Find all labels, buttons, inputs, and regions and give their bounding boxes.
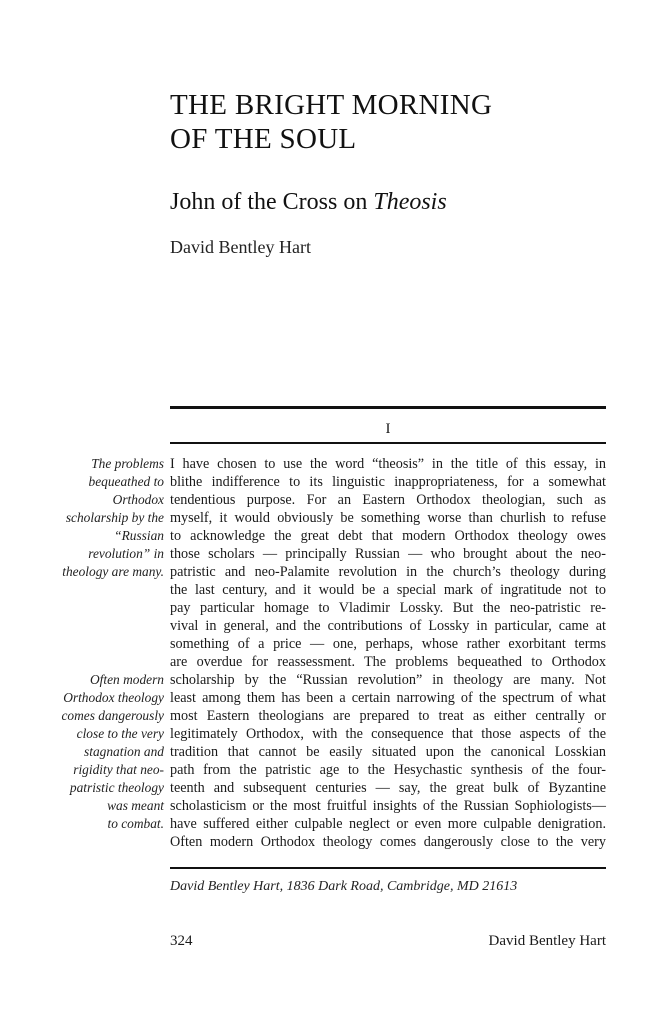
margin-note-line: comes dangerously [61,708,164,723]
margin-note-line: revolution” in [88,546,164,561]
section-number: I [385,421,391,437]
margin-note-line: “Russian [114,528,164,543]
body-line: blithe indifference to its linguistic inappropriateness, for a somewhat [170,474,606,490]
body-line: something of a price — one, perhaps, whose rather exorbitant terms [170,636,606,652]
title-line-2: OF THE SOUL [170,123,357,155]
margin-note-line: stagnation and [84,744,164,759]
body-line: are overdue for reassessment. The problems bequeathed to Orthodox [170,654,606,670]
body-line: scholasticism or the most fruitful insights of the Russian Sophiologists— [170,798,606,814]
margin-note-line: The problems [91,456,164,471]
body-line: vival in general, and the contributions of Lossky in particular, came at [170,618,606,634]
margin-note-line: Orthodox theology [63,690,164,705]
margin-note-line: close to the very [76,726,164,741]
section-rule-bottom [170,442,606,444]
body-line: to acknowledge the great debt that modern Orthodox theology owes [170,528,606,544]
body-line: pay particular homage to Vladimir Lossky. But the neo-patristic re- [170,600,606,616]
body-line: scholarship by the “Russian revolution” in theology are many. Not [170,672,606,688]
body-line: I have chosen to use the word “theosis” in the title of this essay, in [170,456,606,472]
subtitle-main: John of the Cross on [170,189,374,215]
running-head: David Bentley Hart [488,933,606,949]
margin-note-line: was meant [107,798,164,813]
body-line: the last century, and it would be a special mark of ingratitude not to [170,582,606,598]
article-title [170,88,640,156]
body-line: legitimately Orthodox, with the consequence that those aspects of the [170,726,606,742]
title-line-1: THE BRIGHT MORNING [170,89,493,121]
margin-note-line: patristic theology [69,780,164,795]
margin-note-line: to combat. [107,816,164,831]
body-line: have suffered either culpable neglect or even more culpable denigration. [170,816,606,832]
margin-note-line: rigidity that neo- [73,762,164,777]
margin-note-line: Often modern [89,672,164,687]
footnote-rule [170,867,606,869]
body-line: teenth and subsequent centuries — say, the great bulk of Byzantine [170,780,606,796]
section-rule-top [170,406,606,409]
page-number: 324 [170,933,193,949]
margin-note-line: theology are many. [62,564,164,579]
body-line: most Eastern theologians are prepared to treat as either centrally or [170,708,606,724]
margin-note-line: scholarship by the [65,510,164,525]
body-line: tendentious purpose. For an Eastern Orthodox theologian, such as [170,492,606,508]
body-line: path from the patristic age to the Hesychastic synthesis of the four- [170,762,606,778]
margin-note-1 [4,455,164,581]
body-line: patristic and neo-Palamite revolution in the church’s theology during [170,564,606,580]
body-line: myself, it would obviously be something worse than churlish to refuse [170,510,606,526]
article-subtitle [170,187,640,217]
body-line: those scholars — principally Russian — who brought about the neo- [170,546,606,562]
margin-note-2 [4,671,164,833]
body-line: least among them has been a certain narrowing of the spectrum of what [170,690,606,706]
body-text [170,455,606,851]
author-name: David Bentley Hart [170,237,311,257]
body-line: Often modern Orthodox theology comes dangerously close to the very [170,834,606,850]
author-address: David Bentley Hart, 1836 Dark Road, Cambridge, MD 21613 [170,879,518,894]
margin-note-line: Orthodox [112,492,164,507]
margin-note-line: bequeathed to [88,474,164,489]
subtitle-italic: Theosis [373,189,447,215]
body-line: tradition that cannot be easily situated upon the canonical Losskian [170,744,606,760]
